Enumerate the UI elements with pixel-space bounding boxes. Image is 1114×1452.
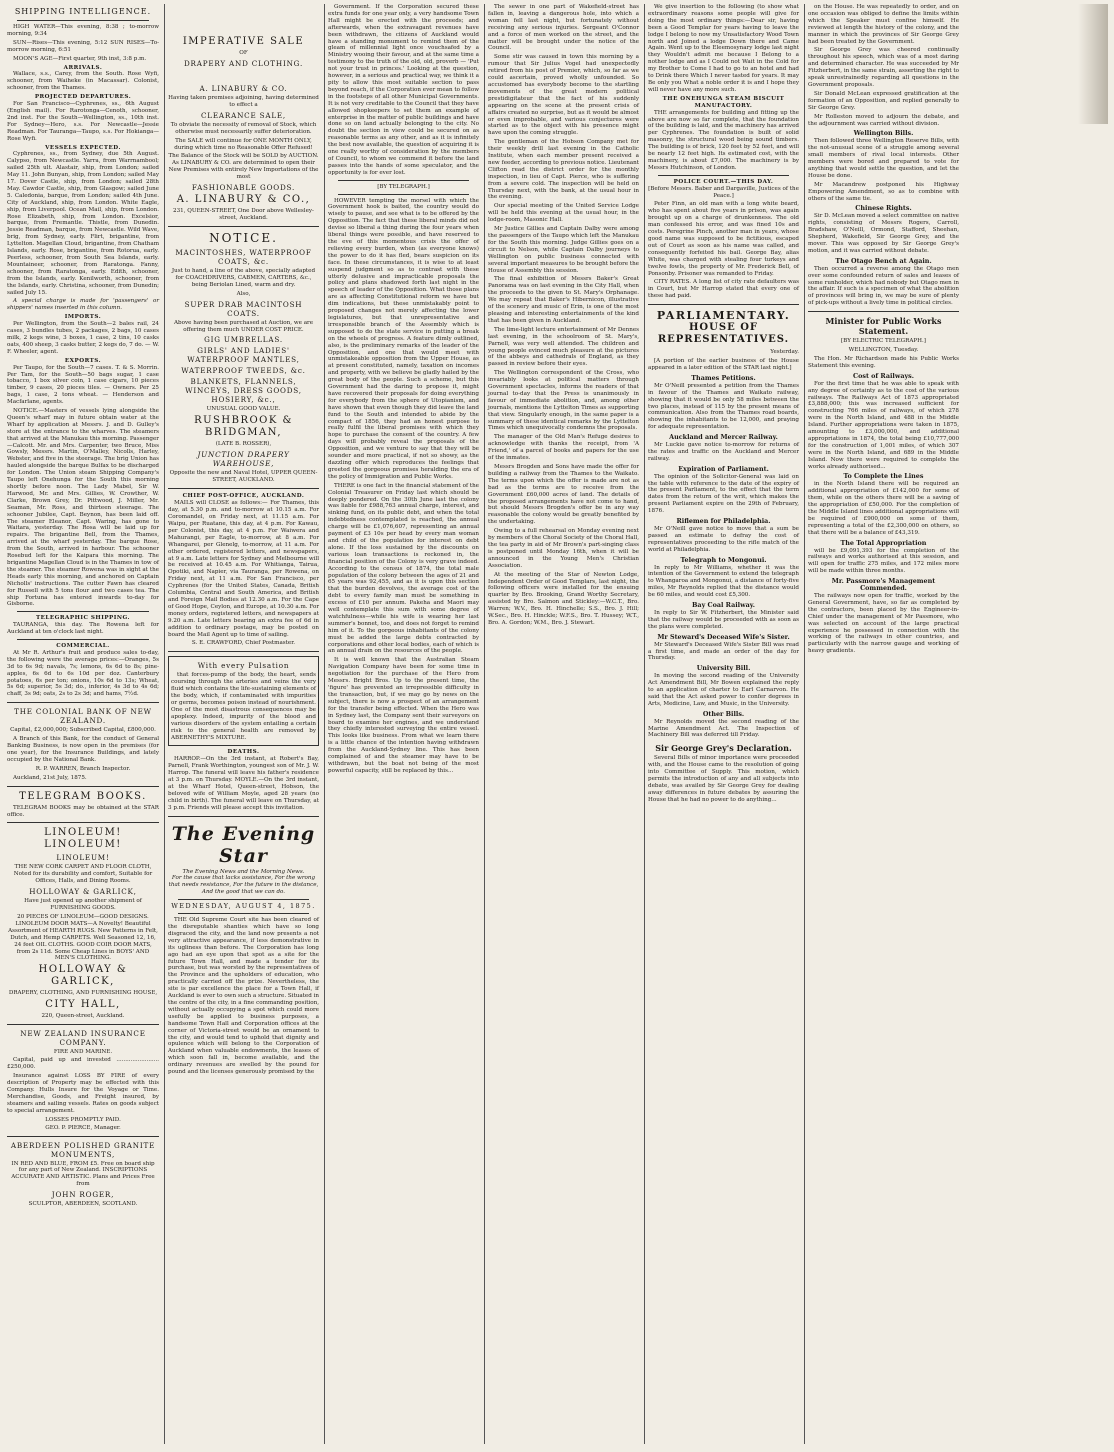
city-rates: CITY RATES. A long list of city rate defaulters was in Court, but Mr Harrop stated that every one of these had paid. — [648, 279, 799, 300]
grey-text: Several Bills of minor importance were proceeded with, and the House came to the resolution of going into Committee of Supply. This motion, which permits the introduction of any and all subjects into debate, was availed by Sir George Grey for dealing away differences in future debates by assuring the House that he had no power to do anything... — [648, 755, 799, 803]
also: Also, — [236, 290, 251, 297]
imperative-sub: DRAPERY AND CLOTHING. — [183, 59, 304, 68]
divider — [658, 175, 789, 176]
bank-text: A Branch of this Bank, for the conduct of General Banking Business, is now open in the premises (for one year), for the Insurance Buildings, and lately occupied by the National Bank. — [7, 736, 159, 763]
post-title: CHIEF POST-OFFICE, AUCKLAND. — [182, 493, 305, 500]
passmore-title: Mr. Passmore's Management Commended. — [831, 577, 936, 593]
expected-text: Cyphrenes, ss., from Sydney, due 5th August. Calypso, from Newcastle. Yarra, from Warrnambool; sailed 25th ult. Alastair, ship, from London; sailed May 11. John Bunyan, ship, from London; sailed May 17. Dover Castle, ship, from London; sailed 28th May. Cawdor Castle, ship, from Glasgow; sailed June 5. Caledonia, barque, from London; sailed 4th June. City of Auckland, ship, from London. White Eagle, ship, from Liverpool. Ocean Mail, ship, from London. Rose Elizabeth, ship, from London. Excelsior, barque, from Fremantle. Thistle, from Dunedin. Jessie Readman, barque, from Newcastle. Wild Wave, brig, from Sydney, early. Flirt, brigantine, from Lyttelton. Magellan Cloud, brigantine, from Chatham Islands, early. Rose, brigantine, from Rotorua, early. Peerless, schooner, from South Sea Islands, early. Mountaineer, schooner, from Raratonga. Fanny, schooner, from Raratonga, early. Edith, schooner, from the Islands, early. Kenilworth, schooner, from the Islands, early. Christina, schooner, from Dunedin; sailed July 15. — [7, 151, 159, 296]
leader-text: THE Old Supreme Court site has been cleared of the disreputable shanties which have so long disgraced the city, and the land now presents a not very attractive appearance, if less demonstrative in its ugliness than before. The Corporation has long ago had an eye upon that spot as a site for the future Town Hall, and made a tender for its purchase, but was worsted by the representatives of the Province and the upholders of education, who practically carried off the prize. Nevertheless, the site is par excellence the place for a Town Hall, if Auckland is ever to own such a structure. Situated in the centre of the city, in a fine commanding position, without actually occupying a spot which could more usefully be applied to business purposes, a handsome Town Hall and Corporation offices at the corner of Victoria-street would be an ornament to the city, and would tend to uphold that dignity and opulence which will belong to the Corporation of Auckland when valuable endowments, the leases of which soon fall in, become available, and the ordinary revenues are swelled by the pound for pound and the licenses generously promised by the — [168, 917, 319, 1076]
pulsation-text: that forces-pump of the body, the heart, sends coursing through the arteries and veins the very fluid which contains the life-sustaining elements of the body, which, if contaminated with impurities or germs, becomes poison instead of nourishment. One of the most disastrous consequences may be apoplexy. Indeed, impurity of the blood and various disorders of the system entailing a certain risk to the general health are removed by ABERNETHY'S MIXTURE. — [171, 672, 316, 741]
steward-text: Mr Steward's Deceased Wife's Sister Bill was read a first time, and made an order of the day for Thursday. — [648, 641, 799, 662]
rushbrook-name: RUSHBROOK & BRIDGMAN, — [194, 415, 293, 439]
linabury-name: A. LINABURY & CO. — [199, 84, 288, 93]
gig-umbrellas: GIG UMBRELLAS. — [204, 335, 283, 345]
grey-title: Sir George Grey's Declaration. — [655, 743, 792, 754]
news-refuge: The manager of the Old Man's Refuge desires to acknowledge with thanks the receipt, from 'A Friend,' of a parcel of books and papers for the use of the inmates. — [488, 434, 639, 462]
nzi-sub: FIRE AND MARINE. — [53, 1049, 113, 1056]
page-edge-shadow — [1078, 4, 1108, 124]
total-title: The Total Appropriation — [840, 538, 927, 547]
divider — [808, 311, 959, 312]
departures-text: For San Francisco—Cyphrenes, ss., 6th August (English mail). For Rarotonga—Cenoth, schooner, 2nd inst. For the South—Wellington, ss., 10th inst. For Sydney—Hero, s.s. For Newcastle—Jessie Readman. For Tauranga—Taupo, s.s. For Hokianga—Rose Wyfi. — [7, 101, 159, 142]
telegram-books-title: TELEGRAM BOOKS. — [19, 790, 147, 802]
news-hobson-company: The gentleman of the Hobson Company met for their weekly drill last evening in the Catholic Institute, when each member present received a new feeder, according to previous notice. Lieutenant Clifton read the district order for the monthly inspection, in lieu of Capt. Pierce, who is suffering from a severe cold. The inspection will be held on Thursday next, with the bank, at the usual hour in the evening. — [488, 139, 639, 201]
rolleston-text: Mr Rolleston moved to adjourn the debate, and the adjournment was carried without division. — [808, 113, 959, 127]
cost-title: Cost of Railways. — [853, 371, 914, 380]
biscuit-title: THE ONEHUNGA STEAM BISCUIT MANUFACTORY. — [662, 95, 785, 109]
expected-heading: VESSELS EXPECTED. — [45, 144, 121, 151]
linabury-text: Having taken premises adjoining, having determined to effect a — [168, 95, 319, 108]
nzi-losses: LOSSES PROMPTLY PAID. — [45, 1116, 121, 1123]
newspaper-page — [4, 4, 1108, 1444]
news-brogden: Messrs Brogden and Sons have made the offer for building a railway from the Thames to the Waikato. The terms upon which the offer is made are not as bad as the terms are to receive from the Government £60,000 acres of land. The details of the proposed arrangements have not come to hand, but should Messrs Brogden's offer be in any way reasonable the colony would be greatly benefited by the undertaking. — [488, 464, 639, 526]
imports-text: Per Wellington, from the South—2 bales rail, 24 cases, 3 bundles tubes, 2 packages, 2 bags, 10 cases milk, 2 kegs wine, 3 boxes, 1 case, 2 tins, 10 casks oats, 400 sheep, 3 casks butter, 2 kegs do, 7 do. — W. F. Wheeler, agent. — [7, 321, 159, 355]
riflemen-title: Riflemen for Philadelphia. — [676, 517, 771, 526]
column-5 — [644, 4, 802, 1444]
post-text: MAILS will CLOSE as follows:— For Thames, this day, at 5.30 p.m. and to-morrow at 10.15 a.m. For Coromandel, on Friday next, at 11.15 a.m. For Waipu, per Ruatane, this day, at 4 p.m. For Kawau, per Colonist, this day, at 4 p.m. For Waiwera and Mahurangi, per Eagle, to-morrow, at 8 a.m. For Whangarei, per Glenelg, to-morrow, at 11 a.m. For other ordered, registered letters, and newspapers, at 9 a.m. Late letters for Sydney and Melbourne will be received at 10.45 a.m. For Whitianga, Tairua, Opotiki, and Napier, via Tauranga, per Rowena, on Friday next, at 11 a.m. For San Francisco, per Cyphrenes (for the United States, Canada, British Columbia, Central and South America, and British and Foreign Mail Bodies at 12.30 a.m. For the Cape of Good Hope, Ceylon, and Europe, at 10.30 a.m. For money orders, registered letters, and newspapers at 9.20 a.m. Late letters bearing an extra fee of 6d in addition to ordinary postage, may be posted on board the Mail Agent up to time of sailing. — [168, 500, 319, 638]
bank-title: THE COLONIAL BANK OF NEW ZEALAND. — [14, 707, 152, 726]
police-title: POLICE COURT.—THIS DAY. — [673, 178, 774, 185]
deaths-title: DEATHS. — [227, 749, 260, 756]
divider — [168, 488, 319, 489]
parl-date: Yesterday. — [770, 349, 799, 356]
house-title: HOUSE OF REPRESENTATIVES. — [657, 322, 790, 346]
super-drab: SUPER DRAB MACINTOSH COATS. — [184, 299, 303, 318]
linoleum-text: THE NEW CORK CARPET AND FLOOR CLOTH, Noted for its durability and comfort, Suitable for Offices, Halls, and Dining Rooms. — [13, 864, 153, 885]
divider — [178, 899, 309, 900]
divider — [648, 304, 799, 305]
post-sign: S. E. CRAWFORD, Chief Postmaster. — [191, 640, 296, 647]
nzi-text: Insurance against LOSS BY FIRE of every description of Property may be effected with this Company. Hulls Insure for the Voyage or Time. Merchandise, Goods, and Freight insured, by steamers and sailing vessels. Rates on goods subject to special arrangement. — [7, 1073, 159, 1114]
news-letter: We give insertion to the following (to show what extraordinary reasons some people will give for doing the most ordinary things:—Dear sir, having been a Good Templar for years having to leave the lodge I belong to now my Unsatisfactory Wood Town north and Joined a lodge Down there and Came Again. Went up to the Eleemosynary lodge last night they Wouldn't admit me because I Belong to a nother lodge and as I Could not Wait in the Cold for my Brother to Come I had to go to an hotel and had to Drink there Which I never tasted for years. It may Be only you What a noble order it is and I hope they will never have any more such. — [648, 4, 799, 93]
wellington-date: WELLINGTON, Tuesday. — [848, 347, 919, 354]
column-2 — [164, 4, 322, 1444]
by-telegraph: [BY TELEGRAPH.] — [377, 183, 430, 190]
otago-title: The Otago Bench at Again. — [835, 256, 932, 265]
divider — [338, 180, 469, 181]
city-hall-address: 220, Queen-street, Auckland. — [41, 1013, 125, 1020]
divider — [168, 816, 319, 817]
macintoshes-text: Just to hand, a line of the above, specially adapted for COACHDRIVERS, CABMEN, CARTERS, &c., being Beriolan Lined, warm and dry. — [171, 267, 316, 288]
news-templars: At the meeting of the Star of Newton Lodge, Independent Order of Good Templars, last night, the following officers were installed for the ensuing quarter by Bro. Brooking, Grand Worthy Secretary, assisted by Bro. Salmon and Stickley:—W.C.T., Bro. Warren; W.V., Bro. H. Hinchelle; S.S., Bro. J. Hill; W.Sec., Bro. H. Hinckle; W.F.S., Bro. T. Hussey; W.T., Bro. A. Gordon; W.M., Bro. J. Stewart. — [488, 571, 639, 626]
by-electric: [BY ELECTRIC TELEGRAPH.] — [841, 338, 926, 345]
imperative-of: OF — [239, 50, 248, 56]
nzi-title: NEW ZEALAND INSURANCE COMPANY. — [20, 1029, 146, 1048]
thames-title: Thames Petitions. — [691, 373, 756, 382]
holloway-text: Have just opened up another shipment of FURNISHING GOODS. — [24, 898, 142, 912]
sale-month: The SALE will continue for ONE MONTH ONLY, during which time no Reasonable Offer Refused! — [174, 137, 313, 151]
aberdeen-text: IN RED AND BLUE, FROM £5. Free on board ship for any part of New Zealand. INSCRIPTIONS ACCURATE AND ARTISTIC. Plans and Prices Free from — [11, 1160, 155, 1188]
balance-text: The Balance of the Stock will be SOLD by AUCTION. As LINABURY & CO. are determined to open their New Premises with entirely New Importations of the most — [168, 153, 319, 181]
arrivals-text: Wallace, s.s., Carey, from the South. Rose Wyfi, schooner, from Waiheke (in Macassar). Colonist, schooner, from the Thames. — [7, 71, 159, 92]
column-4 — [484, 4, 642, 1444]
minister-title: Minister for Public Works Statement. — [825, 316, 942, 337]
telegraph-editorial: HOWEVER tempting the morsel with which the Government hook is baited, the country would do wisely to pause, and see what is to be offered by the Opposition. The fact that these liberal minds did not devise so liberal a thing during the four years when liberal things were possible, and have reserved to the eve of this momentous crisis the offer of relieving every burden, when (as everyone knows) the power to do it has fled, bears suspicion on its face. In these circumstances, it is wise to at least suspend judgment so as to contrast with these utterly delusive and impracticable proposals the policy and plans shadowed forth last night in the speech of leader of the Opposition. What those plans are as affecting Constitutional reform we have but dim indications, but these unmistakably point to proposed changes not merely affecting the lower legislatures, but that unrepresentative and irresponsible branch of the Assembly which is supposed to do the state service in putting a break on the wheels of progress. A feature dimly outlined, also, is the preliminary remarks of the leader of the Opposition, and one that would meet with unmistakeable opposition from the Upper House, as at present constituted, namely, taxation on incomes and property, with we believe be gladly hailed by the great body of the people. Such a scheme, but this Government had the daring to propose it, might have recovered their proposals for doing everything for everybody from the sphere of Utopianism, and have shown that even though they did leave the land fund to the South and intended to abide by the compact of 1856, they had an honest purpose to really fulfil the liberal promises with which they hope to purchase the consent of the country. A few days will probably reveal the proposals of the Opposition, and we venture to say that they will be sounder and more practical, if not so showy, as the dazzling offer which reproduces the feelings that greeted the gorgeous promises heralding the era of the policy of Immigration and Public Works. — [328, 197, 479, 480]
news-limelight: The lime-light lecture entertainment of Mr Dennes last evening, in the schoolroom of St. Mary's, Parnell, was very well attended. The children and young people evinced much pleasure at the pictures of the abbeys and cathedrals of England, as they passed in review before their eyes. — [488, 326, 639, 368]
pulsation-ad — [168, 656, 319, 746]
news-wakefield: The sewer in one part of Wakefield-street has fallen in, leaving a dangerous hole, into which a woman fell last night, but fortunately without receiving any serious injuries. Sergeant O'Connor and a force of men worked on the street, and the matter will be brought under the notice of the Council. — [488, 4, 639, 52]
column-1 — [4, 4, 162, 1444]
cost-text: For the first time that he was able to speak with any degree of certainty as to the cost of the various railways. The Railways Act of 1873 appropriated £3,888,000; this was increased sufficient for constructing 766 miles of railways, of which 278 were in the North Island, and 488 in the Middle Island. Further appropriations were taken in 1875, amounting to £3,000,000, and additional appropriations in 1874, the total being £10,777,000 for the construction of 1,001 miles, of which 307 were in the North Island, and 689 in the Middle Island. Now there were required to complete the works already authorised... — [808, 380, 959, 470]
telegram-books-text: TELEGRAM BOOKS may be obtained at the STAR office. — [7, 804, 159, 818]
shipping-notice: NOTICE.—Masters of vessels lying alongside the Queen's wharf may in future obtain water at the Wharf by application at Messrs. J. and D. Gulley's store at the entrance to the wharves. The steamers that arrived at the Manukau this morning. Passenger—Calcott. Mr. and Mrs. Carpenter, two Bruce, Miss Gowsly, Messrs. Martin, O'Malley, Nicolls, Harley, Webster, and five in the steerage. The brig Union has hauled alongside the barque Bulfax to be discharged for London. The Union steam Shipping Company's Taupo left Onehunga for the South this morning shortly before noon. The Lady Mabel, Sir W. Harwood, Mr. and Mrs. Gillies, W. Crowther, W. Clarke, Brown Grey, Dr. Pittwood, J. Miller, Mr. Seaman, Mr. Ross, and thirteen steerage. The schooner Jubilee, Capt. Beynon, has been laid off. The steamer Eleanor, Capt. Waring, has gone to Waitara, yesterday. The Rosa will be laid up for repairs. The brigantine Bell, from the Thames, arrived at the wharf yesterday. The barque Rose, from the South, arrived in harbour. The schooner Rosebud left for the Kaipara this morning. The brigantine Magellan Cloud is in the Thames in tow of the steamer. The steamer Rowena was in sight at the Heads early this morning, and anchored on Captain Nicholls' instructions. The cutter Fawn has cleared for Russell with 5 tons flour and two cases tea. The ship Fortuna has entered inwards to-day for Gisborne. — [7, 408, 159, 608]
column-3 — [324, 4, 482, 1444]
moon-age: MOON'S AGE—First quarter, 9th inst, 3:8 p.m. — [13, 55, 147, 62]
holloway-items: 20 PIECES OF LINOLEUM—GOOD DESIGNS. LINOLEUM DOOR MATS—A Novelty! Beautiful Assortment of HEARTH RUGS. New Patterns in Felt, Dutch, and Hemp CARPETS. Well Seasoned 12, 16, 24 feet OIL CLOTHS. GOOD COIR DOOR MATS, from 2s 11d. Some Cheap Lines in BOYS' AND MEN'S CLOTHING. — [8, 913, 158, 962]
linoleum-sub: LINOLEUM! — [56, 853, 110, 863]
sun-times: SUN—Rises—This evening, 5:12 SUN RISES—To-morrow morning, 6:51 — [7, 39, 159, 53]
holloway-sub: DRAPERY, CLOTHING, AND FURNISHING HOUSE, — [8, 990, 158, 997]
divider — [7, 1024, 159, 1025]
imports-heading: IMPORTS. — [64, 314, 102, 321]
divider — [17, 639, 149, 640]
bank-sign: R. P. WARREN, Branch Inspector. — [35, 765, 131, 772]
telegraph-title: Telegraph to Mongonui. — [680, 555, 767, 564]
aberdeen-address: SCULPTOR, ABERDEEN, SCOTLAND. — [28, 1201, 138, 1208]
commercial-text: At Mr R. Arthur's fruit and produce sales to-day, the following were the average prices:—Oranges, 5s 3d to 6s 9d; navals, 7s; lemons, 6s 6d to 8s; pine-apples, 6s 6d to 6s 10d per doz. Canterbury potatoes, 6s per ton; onions, 10s 6d to 13s; Wheat, 5s 6d; superior, 5s 3d; do., inferior, 4s 3d to 4s 6d; chaff, 3s 9d; oats, 2s to 2s 3d; and hams, 7½d. — [7, 649, 159, 698]
news-choral: Owing to a full rehearsal on Monday evening next by members of the Choral Society of the Choral Hall, the tea party in aid of Mr Brown's part-singing class is postponed until Monday 16th, when it will be announced in the Young Men's Christian Association. — [488, 528, 639, 569]
other-bills-title: Other Bills. — [702, 709, 745, 718]
total-text: will be £9,091,393 for the completion of the railways and works authorised at this session, and will open for traffic 275 miles, and 172 miles more will be made within three months. — [808, 547, 959, 575]
telegraphic-text: TAURANGA, this day. The Rowena left for Auckland at ten o'clock last night. — [7, 622, 159, 636]
unusual-value: UNUSUAL GOOD VALUE. — [206, 406, 281, 413]
university-text: In moving the second reading of the University Act Amendment Bill, Mr Bowen explained the reply to an application of charter to Earl Carnarvon. He said that the Act asked power to confer degrees in Arts, Medicine, Law, and Music, in the University. — [648, 673, 799, 707]
clearance-sale: CLEARANCE SALE, — [200, 110, 287, 120]
chinese-title: Chinese Rights. — [855, 204, 912, 213]
divider — [7, 1136, 159, 1137]
parl-note: [A portion of the earlier business of the House appeared in a later edition of the STAR last night.] — [648, 358, 799, 371]
nzi-sign: GEO. P. PIERCE, Manager. — [45, 1124, 121, 1131]
exports-heading: EXPORTS. — [64, 357, 102, 364]
biscuit-text: THE arrangements for building and fitting up the above are now so far complete, that the foundation of the building is laid, and the machinery has arrived per Cyphrenes. The foundation is built of solid masonry, the structural wood being sound timbers. The building is of brick, 120 feet by 52 feet, and will be nearly 12 feet high. Its estimated cost, with the machinery, is about £7,000. The machinery is by Messrs Hutchinson, of London. — [648, 109, 799, 171]
waterproof-tweeds: WATERPROOF TWEEDS, &c. — [181, 366, 306, 376]
junction-warehouse: JUNCTION DRAPERY WAREHOUSE, — [197, 450, 290, 469]
column-6 — [804, 4, 962, 1444]
shipping-title: SHIPPING INTELLIGENCE. — [14, 7, 152, 16]
imperative-title: IMPERATIVE SALE — [182, 36, 305, 47]
mercer-text: Mr Luckie gave notice to-morrow for returns of the rates and traffic on the Auckland and Mercer railway. — [648, 442, 799, 462]
expiration-title: Expiration of Parliament. — [678, 464, 769, 473]
wellington-bills-text: Then followed three Wellington Reserve Bills, with the not-unusual scene of a struggle among several small members of rival local interests. Other members were bored and prepared to vote for anything that would settle the question, and let the House be done. — [808, 138, 959, 179]
police-before: [Before Messrs. Baber and Dargaville, Justices of the Peace.] — [648, 185, 799, 199]
news-press: The Wellington correspondent of the Cross, who invariably looks at political matters through Government spectacles, informs the readers of that journal to-day that the Press is unanimously in favour of immediate abolition, and, among other journals, mentions the Lyttelton Times as supporting that view. Singularly enough, in the same paper is a summary of these identical remarks by the Lyttelton Times which unequivocally condemns the proposals. — [488, 370, 639, 432]
macintoshes: MACINTOSHES, WATERPROOF COATS, &c. — [175, 247, 312, 266]
deaths-text: HARROP.—On the 3rd instant, at Robert's Bay, Parnell, Frank Worthington, youngest son of Mr. J. W. Harrop. The funeral will leave his father's residence at 3 p.m. on Thursday. MOYLE.—On the 3rd instant, at the Wharf Hotel, Queen-street, Hobson, the beloved wife of William Moyle, aged 28 years (no child in birth). The funeral will leave on Thursday, at 3 p.m. Friends will please accept this invitation. — [168, 756, 319, 811]
commercial-heading: COMMERCIAL. — [56, 643, 110, 650]
city-hall: CITY HALL, — [45, 999, 121, 1011]
exports-text: Per Taupo, for the South—7 cases. T. & S. Morrin. Per Tam, for the South—50 bags sugar, 1 case tobacco, 1 box silver coin, 1 case cigars, 10 pieces timber, 9 cases, 20 pieces tiles. — Owners. Per 25 bags, 1 case, 2 tons wheat. — Henderson and Macfarlane, agents. — [7, 364, 159, 406]
fashionable-goods: FASHIONABLE GOODS. — [191, 183, 296, 193]
high-water: HIGH WATER—This evening, 8:38 ; to-morrow morning, 9:34 — [7, 24, 159, 37]
masthead-date: WEDNESDAY, AUGUST 4, 1875. — [171, 902, 316, 911]
riflemen-text: Mr O'Neill gave notice to move that a sum be passed an estimate to defray the cost of representatives proceeding to the rifle match of the world at Philadelphia. — [648, 526, 799, 553]
divider — [7, 786, 159, 787]
rushbrook-sub: (LATE B. ROSSER), — [215, 441, 272, 448]
news-vogel: Some stir was caused in town this morning by a rumour that Sir Julius Vogel had unexpectedly retired from his post of Premier, which, so far as we could ascertain, proved wholly unfounded. So accustomed has everybody become to the startling movements of the great modern political prestidigitateur that the fact of his suddenly appearing on the scene at the present crisis of affairs created no surprise, but as it would be almost or even improbable, and various conjectures were started as to the object with his presence might have upon the coming struggle. — [488, 54, 639, 137]
telegraph-text: In reply to Mr Williams, whether it was the intention of the Government to extend the telegraph to Whangaroa and Mongonui, a distance of forty-five miles, Mr Reynolds replied that the distance would be 60 miles, and would cost £5,300. — [648, 564, 799, 599]
masthead-motto: For the cause that lacks assistance, For the wrong that needs resistance, For the future in the distance, And the good that we can do. — [168, 875, 319, 896]
expiration-text: The opinion of the Solicitor-General was laid on the table with reference to the date of the expiry of the present Parliament, to the effect that the term dates from the return of the writ, which makes the present Parliament expire on the 29th of February, 1876. — [648, 473, 799, 515]
steward-title: Mr Steward's Deceased Wife's Sister. — [657, 632, 790, 641]
holloway-name: HOLLOWAY & GARLICK, — [29, 887, 137, 897]
otago-text: Then occurred a reverse among the Otago men over some confounded return of sales and leases of some runholder, which had nobody but Otago men in the affair. If such is a specimen of what the abolition of provinces will bring in, we may be sure of plenty of pick-ups without a lively time in political circles. — [808, 265, 959, 307]
complete-title: To Complete the Lines — [843, 472, 924, 481]
girls-mantles: GIRLS' AND LADIES' WATERPROOF MANTLES, — [187, 346, 300, 365]
parliamentary-title: PARLIAMENTARY. — [656, 309, 791, 323]
notice-title: NOTICE. — [209, 230, 278, 245]
police-text: Peter Finn, an old man with a long white beard, who has spent about five years in prison, was again brought up on a charge of drunkenness. The old man confessed his error, and was fined 10s and costs. Peregrine Pinch, another man in years, whose good name was supposed to be fictitious, escaped out of Court as soon as his name was called, and consequently forfeited his bail. George Bay, alias White, was charged with stealing four turkeys and twelve fowls, the property of Mr. Frederick Bell, of Ponsonby. Prisoner was remanded to Friday. — [648, 201, 799, 277]
linabury-name-2: A. LINABURY & CO., — [176, 194, 311, 206]
divider — [17, 611, 149, 612]
linabury-address: 231, QUEEN-STREET, One Door above Wellesley-street, Auckland. — [173, 208, 314, 221]
aberdeen-title: ABERDEEN POLISHED GRANITE MONUMENTS, — [10, 1140, 156, 1159]
news-panorama: The final exhibition of Messrs Baker's Great Panorama was on last evening in the City Hall, when the proceeds to the given to St. Mary's Orphanage. We may repeat that Baker's Hibernicon, illustrative of the scenery and music of Erin, is one of the most pleasing and interesting entertainments of the kind that has been given in Auckland. — [488, 276, 639, 324]
divider — [168, 651, 319, 652]
expected-note: A special charge is made for 'passengers' or shippers' names inserted in this column. — [7, 298, 159, 312]
departures-heading: PROJECTED DEPARTURES. — [34, 94, 132, 101]
passmore-text: The railways now open for traffic, worked by the General Government, have, so far as completed by the contractors, been placed by the Engineer-in-Chief under the management of Mr Passmore, who was selected on account of the large practical experience he possessed in connection with the working of the railways in other countries, and particularly with the narrow gauge and working of heavy gradients. — [808, 592, 959, 655]
super-drab-text: Above having been purchased at Auction, we are offering them much UNDER COST PRICE. — [173, 319, 314, 333]
grey-continued: on the House. He was repeatedly to order, and on one occasion was obliged to define the limits within which the Speaker must confine himself. He reviewed at length the history of the colony, and the manner in which the provinces of Sir George Grey had been treated by the Government. — [808, 4, 959, 45]
news-justice-gillies: Mr Justice Gillies and Captain Dalby were among the passengers of the Taupo which left the Manukau for the South this morning. Judge Gillies goes on a circuit to Nelson, while Captain Dalby journeys to Wellington on public business connected with several important measures to be brought before the House of Assembly this session. — [488, 226, 639, 274]
other-bills-text: Mr Reynolds moved the second reading of the Marine Amendment Act. The Inspection of Machinery Bill was deferred till Friday. — [648, 718, 799, 739]
bay-coal-text: In reply to Sir W. Fitzherbert, the Minister said that the railway would be proceeded with as soon as the plans were completed. — [648, 609, 799, 630]
divider — [7, 702, 159, 703]
holloway-name-2: HOLLOWAY & GARLICK, — [38, 964, 128, 988]
university-title: University Bill. — [696, 664, 751, 673]
divider — [178, 913, 309, 914]
masthead: The Evening Star — [171, 822, 316, 867]
masthead-sub: The Evening News and the Morning News. — [182, 868, 305, 875]
wellington-bills-title: Wellington Bills. — [853, 129, 914, 138]
nzi-capital: Capital, paid up and invested ........................ £250,000. — [7, 1057, 159, 1071]
aberdeen-name: JOHN ROGER, — [51, 1190, 115, 1200]
telegraphic-heading: TELEGRAPHIC SHIPPING. — [35, 615, 130, 622]
blankets: BLANKETS, FLANNELS, WINCEYS, DRESS GOODS, HOSIERY, &c., — [185, 377, 302, 405]
macandrew-text: Mr Macandrew postponed his Highway Empowering Amendment, so as to combine with others of the same tie. — [808, 181, 959, 202]
mercer-title: Auckland and Mercer Railway. — [669, 433, 778, 442]
divider — [17, 20, 149, 21]
grey-cheered: Sir George Grey was cheered continually throughout his speech, which was of a most daring and determined character. He was succeeded by Mr Fitzherbert, in the same strain, asserting the right to speak unrestrainedly regarding all questions in the Government proposals. — [808, 47, 959, 88]
leader-continued: Government. If the Corporation secured these extra funds for one year only, a very handsome Town Hall might be erected with the proceeds; and afterwards, when the extravagant revenues have been withdrawn, the citizens of Auckland would have a standing monument to remind them of the gleam of millennial light once vouchsafed by a Ministry wooing their favour, and at the same time a testimony to the truth of the old, old, proverb — 'Put not your trust in princes.' Looking at the question, however, in a serious and practical way, we think it a pity to allow this most suitable section to pass beyond reach, if the Corporation ever mean to follow in the footsteps of all other Municipal Governments. It is not very creditable to the Council that they have allowed shopkeepers to set them an example of enterprise in the matter of public buildings and have done so on land actually belonging to the city. No doubt the section in view could be secured on as reasonable terms as any other, and as it is infinitely the best now available, the question of acquiring it is one really worthy of consideration by the members of Council, to whom we commend it before the land passes into the hands of some speculator, and the opportunity is for ever lost. — [328, 4, 479, 176]
thames-text: Mr O'Neill presented a petition from the Thames in favour of the Thames and Waikato railway, showing that it would be only 58 miles between the two places, instead of 115 by the present means of communication. Also from the Thames road boards, showing the inhabitants to be 12,000, and praying for adequate representation. — [648, 382, 799, 431]
news-lodge: Our special meeting of the United Service Lodge will be held this evening at the usual hour, in the lodge-room, Masonic Hall. — [488, 203, 639, 224]
divider — [168, 226, 319, 227]
complete-text: in the North Island there will be required an additional appropriation of £142,000 for some of them, while on the others there will be a saving of the appropriation of £50,000. For the completion of the Middle Island lines additional appropriations will be required of £900,000 on some of them, representing a total of the £2,300,000 on others, so that there will be a balance of £43,319. — [808, 481, 959, 536]
junction-address: Opposite the new and Naval Hotel, UPPER QUEEN-STREET, AUCKLAND. — [169, 470, 318, 484]
bank-capital: Capital, £2,000,000; Subscribed Capital, £800,000. — [10, 727, 156, 734]
bank-date: Auckland, 21st July, 1875. — [13, 774, 87, 781]
pulsation-title: With every Pulsation — [197, 661, 290, 671]
mclean-text: Sir Donald McLean expressed gratification at the formation of an Opposition, and replied generally to Sir George Grey. — [808, 90, 959, 111]
minister-text: The Hon. Mr Richardson made his Public Works Statement this evening. — [808, 355, 959, 369]
divider — [338, 194, 469, 195]
australian-editorial: It is well known that the Australian Steam Navigation Company have been for some time in negotiation for the purchase of the Hero from Messrs. Bright Bros. Up to the present time, the 'figure' has prevented an irrepressible difficulty in the transaction, but, if we may go by news on the subject, there is now a prospect of an arrangement for the transfer being effected. When the Hero was in Sydney last, the Company sent their surveyors on board to examine her engines, and we understand they chiefly interested surveying the entire vessel. This looks like business. From what we learn there is a little chance of the intention having withdrawn from the Auckland-Sydney line. This has been complained of and the steamer may have to be withdrawn, but the boat not being of the most powerful capacity, still be replaced by this... — [328, 657, 479, 774]
chinese-text: Sir D. McLean moved a select committee on native rights, consisting of Messrs Rogers, Carroll, Bradshaw, O'Neill, Ormond, Stafford, Sheehan, Shepherd, Wakefield, Sir George Grey, and the mover. This was opposed by Sir George Grey's motion, and it was carried without debate. — [808, 213, 959, 254]
financial-editorial: THERE is one fact in the financial statement of the Colonial Treasurer on Friday last which should be deeply pondered. On the 30th June last the colony was liable for £988,763 annual charge, interest, and sinking fund, on its public debt, and when the total indebtedness contemplated is reached, the annual charge will be £1,076,607, representing an annual payment of £3 10s per head by every man woman and child of the population for interest on debt alone. If the loss sustained by the discounts on various loan transactions is reckoned in, the financial position of the Colony is very grave indeed. According to the census of 1874, the total male population of the colony between the ages of 21 and 65 years was 92,455, and as it is upon this section that the burden devolves, the average cost of the debt to every family man must be something in excess of £10 per annum. Pakeha and Maori may well contemplate this sum with some degree of watchfulness—while his wife is wearing her last summer's bonnet, too, and does not forget to remind him of it. To the gorgeous inhabitants of the colony must be added the large debts contracted by corporations and other local bodies, each of which is an annual drain on the resources of the people. — [328, 482, 479, 655]
linoleum-title: LINOLEUM! LINOLEUM! — [44, 827, 122, 851]
bay-coal-title: Bay Coal Railway. — [692, 601, 755, 610]
divider — [7, 822, 159, 823]
arrivals-heading: ARRIVALS. — [63, 64, 103, 71]
clearance-text: To obviate the necessity of removal of Stock, which otherwise must necessarily suffer deterioration. — [170, 121, 317, 135]
